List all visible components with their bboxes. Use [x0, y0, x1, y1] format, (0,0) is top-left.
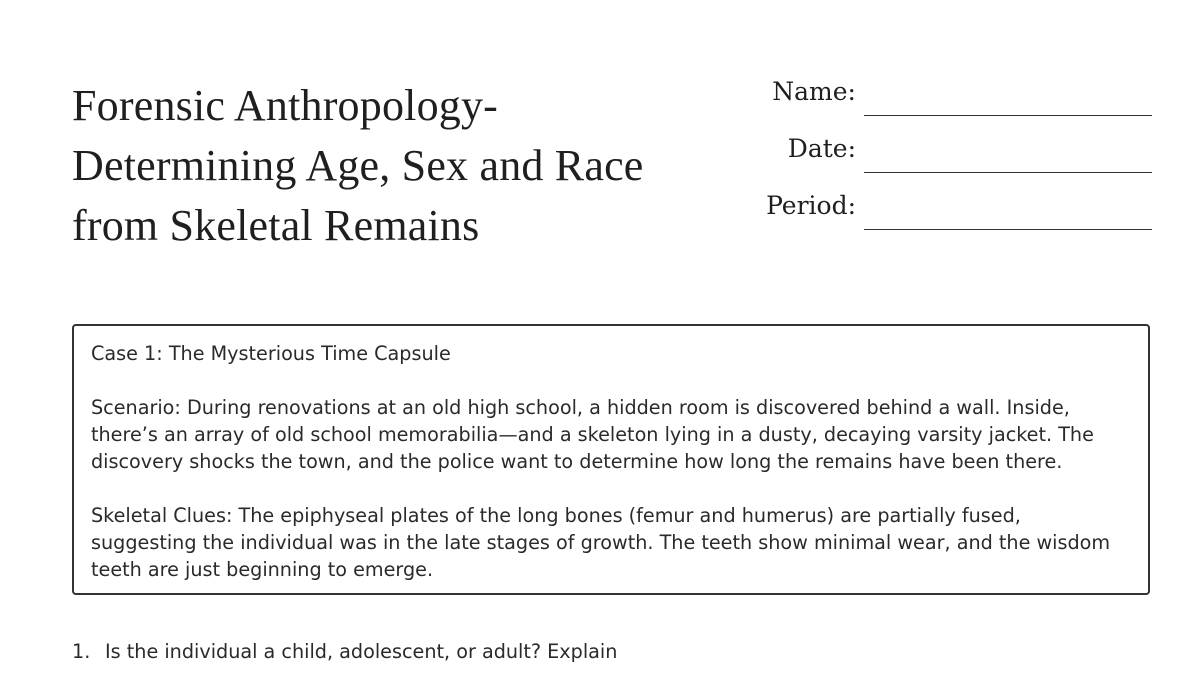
- question-number: 1.: [72, 640, 91, 663]
- date-field-row: [730, 131, 1152, 188]
- date-field[interactable]: [864, 172, 1152, 173]
- case-title: Case 1: The Mysterious Time Capsule: [91, 342, 451, 365]
- date-label: Date:: [787, 134, 856, 163]
- case-clues: Skeletal Clues: The epiphyseal plates of the long bones (femur and humerus) are partially fused, suggesting the individual was in the late stages of growth. The teeth show minimal wear, and the wisdom teeth are just beginning to emerge.: [91, 504, 1111, 581]
- page-title: [72, 76, 732, 256]
- name-label: Name:: [772, 77, 856, 106]
- name-field-row: [730, 74, 1152, 131]
- case-scenario: Scenario: During renovations at an old high school, a hidden room is discovered behind a wall. Inside, there’s an array of old school memorabilia—and a skeleton lying in a dusty, decaying varsity jacket. The discovery shocks the town, and the police want to determine how long the remains have been there.: [91, 396, 1094, 473]
- title-line-3: from Skeletal Remains: [72, 201, 480, 250]
- name-field[interactable]: [864, 115, 1152, 116]
- title-line-1: Forensic Anthropology-: [72, 81, 499, 130]
- title-line-2: Determining Age, Sex and Race: [72, 141, 644, 190]
- case-box: [72, 324, 1150, 595]
- question-item: [72, 638, 617, 666]
- period-field-row: [730, 188, 1152, 245]
- period-field[interactable]: [864, 229, 1152, 230]
- student-info-fields: [730, 74, 1152, 245]
- period-label: Period:: [766, 191, 856, 220]
- question-text: Is the individual a child, adolescent, or adult? Explain: [105, 640, 618, 663]
